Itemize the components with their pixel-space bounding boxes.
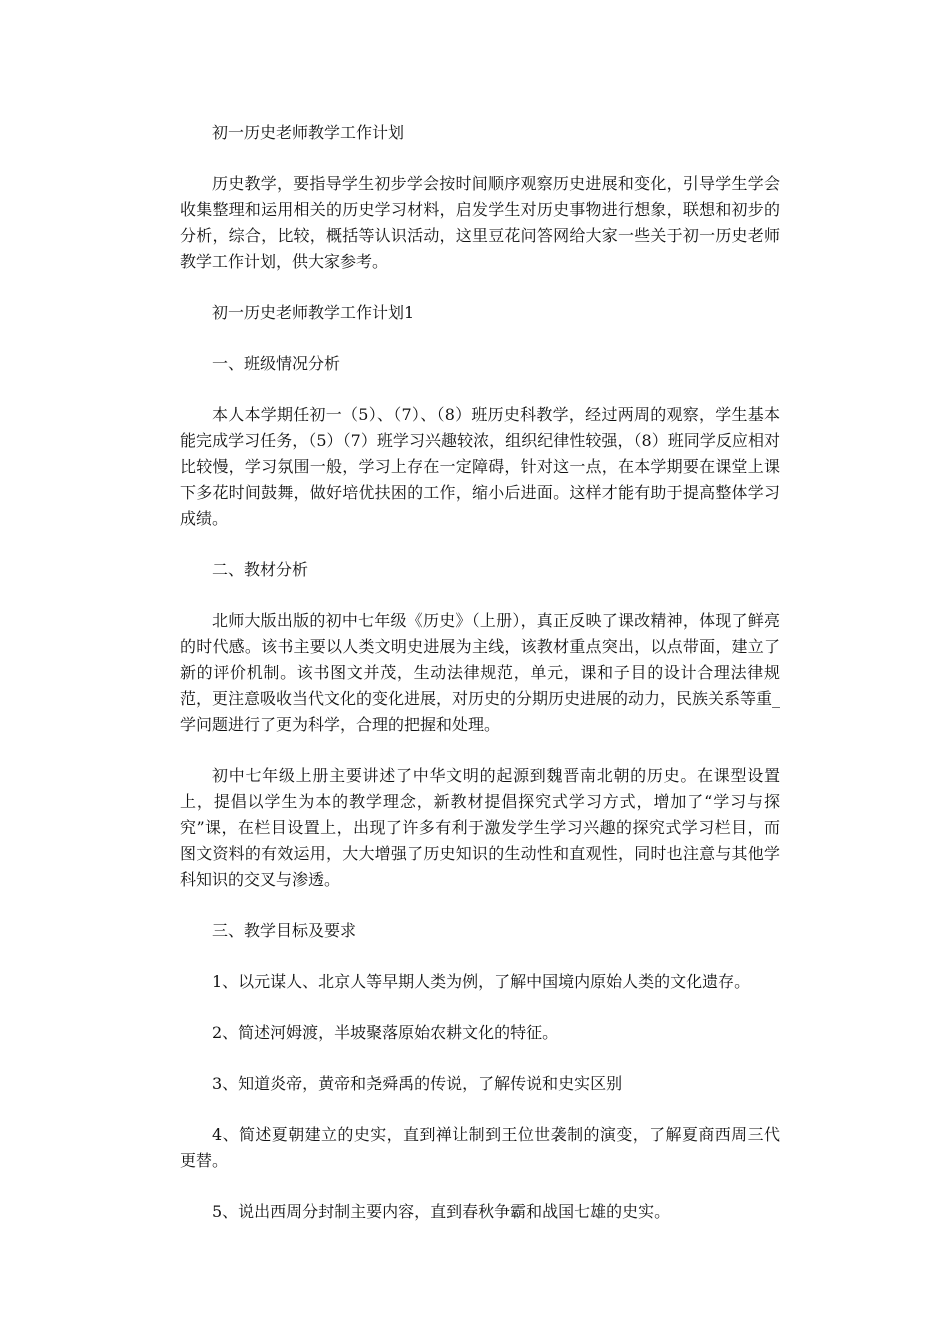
section-heading-textbook-analysis: 二、教材分析 xyxy=(212,560,309,579)
section-heading-class-analysis: 一、班级情况分析 xyxy=(212,354,341,373)
goal-item-3: 3、知道炎帝，黄帝和尧舜禹的传说，了解传说和史实区别 xyxy=(212,1074,623,1093)
textbook-analysis-paragraph-2: 初中七年级上册主要讲述了中华文明的起源到魏晋南北朝的历史。在课型设置上，提倡以学生为本的教学理念，新教材提倡探究式学习方式，增加了“学习与探究”课，在栏目设置上，出现了许多有利于激发学生学习兴趣的探究式学习栏目，而图文资料的有效运用，大大增强了历史知识的生动性和直观性，同时也注意与其他学科知识的交叉与渗透。 xyxy=(180,766,780,889)
section-heading-teaching-goals: 三、教学目标及要求 xyxy=(212,921,357,940)
plan-heading: 初一历史老师教学工作计划1 xyxy=(212,303,415,322)
goal-item-1: 1、以元谋人、北京人等早期人类为例，了解中国境内原始人类的文化遗存。 xyxy=(212,972,751,991)
textbook-analysis-paragraph-1: 北师大版出版的初中七年级《历史》（上册），真正反映了课改精神，体现了鲜亮的时代感。该书主要以人类文明史进展为主线，该教材重点突出，以点带面，建立了新的评价机制。该书图文并茂，生动法律规范，单元，课和子目的设计合理法律规范，更注意吸收当代文化的变化进展，对历史的分期历史进展的动力，民族关系等重_学问题进行了更为科学，合理的把握和处理。 xyxy=(180,611,781,734)
goal-item-2: 2、简述河姆渡，半坡聚落原始农耕文化的特征。 xyxy=(212,1023,559,1042)
goal-item-5: 5、说出西周分封制主要内容，直到春秋争霸和战国七雄的史实。 xyxy=(212,1202,671,1221)
document-title: 初一历史老师教学工作计划 xyxy=(212,123,405,142)
goal-item-4: 4、简述夏朝建立的史实，直到禅让制到王位世袭制的演变，了解夏商西周三代更替。 xyxy=(180,1125,780,1170)
intro-paragraph: 历史教学，要指导学生初步学会按时间顺序观察历史进展和变化，引导学生学会收集整理和运用相关的历史学习材料，启发学生对历史事物进行想象，联想和初步的分析，综合，比较，概括等认识活动，这里豆花问答网给大家一些关于初一历史老师教学工作计划，供大家参考。 xyxy=(180,174,780,271)
class-analysis-paragraph: 本人本学期任初一（5）、（7）、（8）班历史科教学，经过两周的观察，学生基本能完成学习任务，（5）（7）班学习兴趣较浓，组织纪律性较强，（8）班同学反应相对比较慢，学习氛围一般，学习上存在一定障碍，针对这一点，在本学期要在课堂上课下多花时间鼓舞，做好培优扶困的工作，缩小后进面。这样才能有助于提高整体学习成绩。 xyxy=(180,405,780,528)
document-body xyxy=(180,120,780,1250)
